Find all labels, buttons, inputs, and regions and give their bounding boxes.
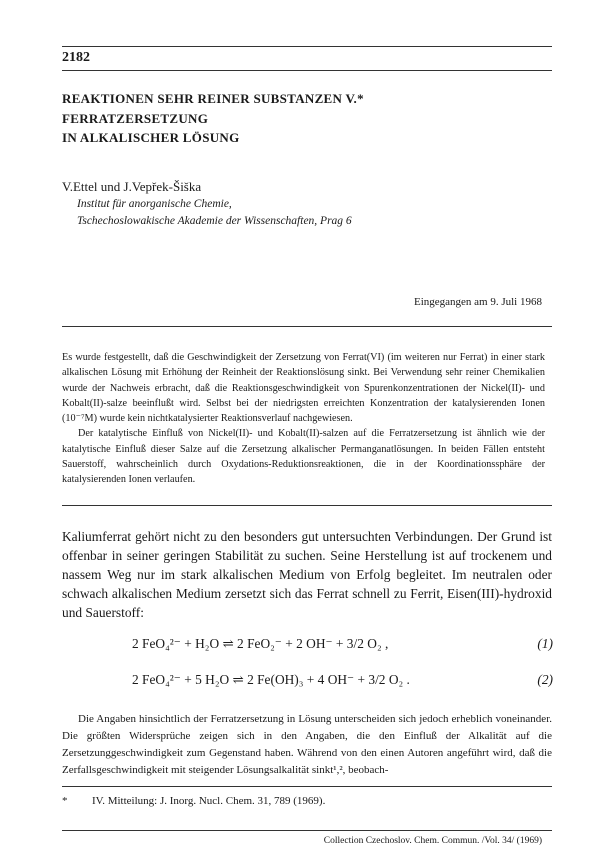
footnote — [62, 795, 325, 807]
equation-2: 2 FeO₄²⁻ + 5 H₂O ⇌ 2 Fe(OH)₃ + 4 OH⁻ + 3/2 O₂ . — [132, 672, 410, 687]
page-number: 2182 — [62, 50, 90, 65]
title-line-3: IN ALKALISCHER LÖSUNG — [62, 130, 240, 145]
running-footer: Collection Czechoslov. Chem. Commun. /Vol. 34/ (1969) — [323, 836, 542, 846]
equation-2-number: (2) — [537, 672, 553, 687]
affiliation-line-1: Institut für anorganische Chemie, — [77, 198, 232, 210]
title-line-1: REAKTIONEN SEHR REINER SUBSTANZEN V.* — [62, 91, 364, 106]
abstract — [62, 350, 545, 488]
footnote-rule — [62, 786, 552, 787]
body-paragraph-2 — [62, 711, 552, 779]
body-text-1: Kaliumferrat gehört nicht zu den besonders gut untersuchten Verbindungen. Der Grund ist offenbar in seiner geringen Stabilität zu suchen. Seine Herstellung ist auf trockenem und nassem Weg nur im stark alkalischen Medium von Erfolg begleitet. Im neutralen oder schwach alkalischen Medium zersetzt sich das Ferrat schnell zu Ferrit, Eisen(III)-hydroxid und Sauerstoff: — [62, 529, 552, 620]
abstract-paragraph-2: Der katalytische Einfluß von Nickel(II)- und Kobalt(II)-salzen auf die Ferratzersetzung ist ähnlich wie der katalytische Einfluß dieser Salze auf die Zersetzung alkalischer Permanganatlösungen. In beiden Fällen entsteht Sauerstoff, wahrscheinlich durch Oxydations-Reduktionsreaktionen, die in der Koordinationssphäre der katalysierenden Ionen verlaufen. — [62, 428, 545, 486]
header-rule-bottom — [62, 70, 552, 71]
received-date: Eingegangen am 9. Juli 1968 — [413, 296, 542, 308]
footnote-text: IV. Mitteilung: J. Inorg. Nucl. Chem. 31, 789 (1969). — [92, 795, 326, 807]
equation-1-number: (1) — [537, 636, 553, 651]
footer-rule — [62, 830, 552, 831]
authors: V.Ettel und J.Vepřek-Šiška — [62, 179, 202, 194]
abstract-paragraph-1: Es wurde festgestellt, daß die Geschwindigkeit der Zersetzung von Ferrat(VI) (im weiteren nur Ferrat) in einer stark alkalischen Lösung mit Erhöhung der Reinheit der Reaktionslösung sinkt. Bei Verwendung sehr reiner Chemikalien wurde der Nachweis erbracht, daß die Reaktionsgeschwindigkeit von Spurenkonzentrationen der Nickel(II)- und Kobalt(II)-salze beeinflußt wird. Selbst bei der niedrigsten erreichten Konzentration der katalysierenden Ionen (10⁻⁷M) wurde kein nichtkatalysierter Reaktionsverlauf nachgewiesen. — [62, 352, 545, 425]
equation-1: 2 FeO₄²⁻ + H₂O ⇌ 2 FeO₂⁻ + 2 OH⁻ + 3/2 O₂ , — [132, 636, 389, 651]
body-paragraph-1 — [62, 527, 552, 622]
title-line-2: FERRATZERSETZUNG — [62, 111, 209, 126]
abstract-rule-top — [62, 326, 552, 327]
header-rule — [62, 46, 552, 47]
body-text-2: Die Angaben hinsichtlich der Ferratzersetzung in Lösung unterscheiden sich jedoch erheblich voneinander. Die größten Widersprüche zeigen sich in den Angaben, die den Einfluß der Alkalität auf die Zersetzunggeschwindigkeit zum Gegenstand haben. Während von den einen Autoren angeführt wird, daß die Zerfallsgeschwindigkeit mit steigender Lösungsalkalität sinkt¹,², beobach- — [62, 713, 552, 776]
footnote-marker: * — [62, 795, 68, 807]
affiliation-line-2: Tschechoslowakische Akademie der Wissenschaften, Prag 6 — [77, 215, 352, 227]
abstract-rule-bottom — [62, 505, 552, 506]
